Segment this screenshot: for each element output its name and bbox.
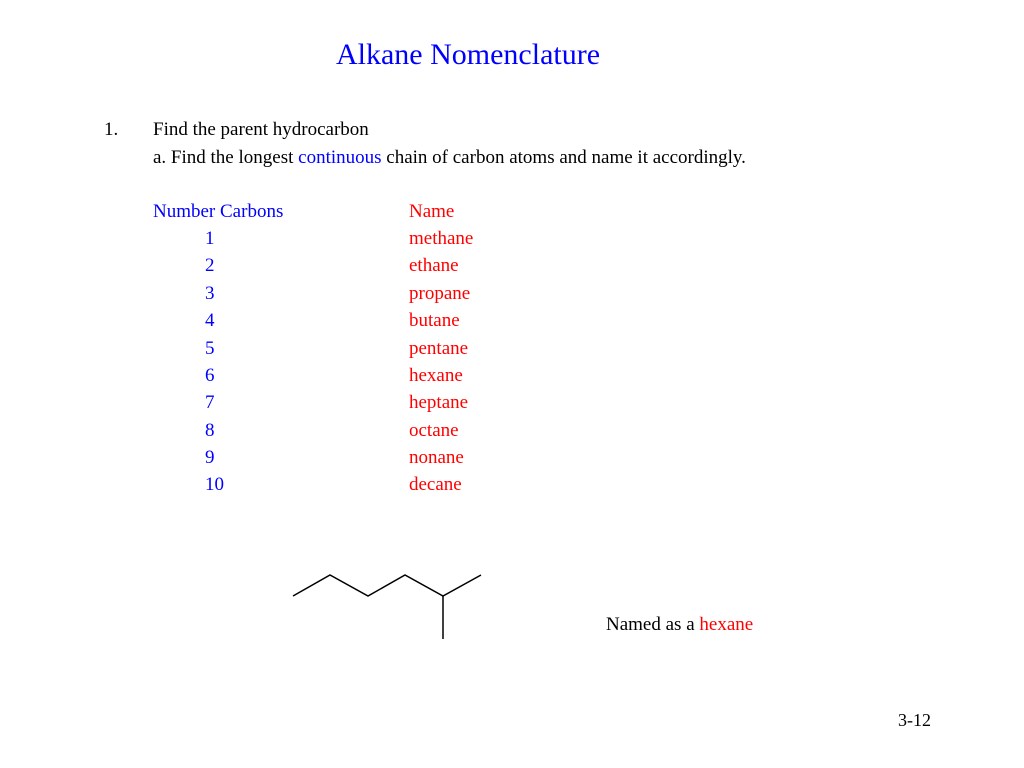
- main-carbon-chain: [293, 575, 481, 596]
- sub-step-highlight: continuous: [298, 147, 382, 168]
- alkane-name: ethane: [409, 255, 459, 276]
- carbon-count: 2: [205, 255, 215, 276]
- structure-caption: [606, 613, 753, 637]
- carbon-count: 6: [205, 365, 215, 386]
- carbon-count: 7: [205, 392, 215, 413]
- sub-step-prefix: a. Find the longest: [153, 147, 299, 168]
- page-number: 3-12: [898, 710, 931, 730]
- sub-step-text: [153, 146, 746, 170]
- alkane-name: methane: [409, 228, 474, 249]
- table-row: [0, 473, 700, 497]
- carbon-count: 8: [205, 420, 215, 441]
- step-number: 1.: [104, 119, 119, 140]
- alkane-name: nonane: [409, 447, 464, 468]
- table-row: [0, 391, 700, 415]
- carbon-count: 1: [205, 228, 215, 249]
- table-row: [0, 446, 700, 470]
- table-row: [0, 337, 700, 361]
- slide-title: Alkane Nomenclature: [335, 38, 601, 71]
- table-row: [0, 419, 700, 443]
- table-row: [0, 227, 700, 251]
- alkane-name: octane: [409, 420, 459, 441]
- carbon-count: 9: [205, 447, 215, 468]
- step-heading: Find the parent hydrocarbon: [153, 119, 369, 140]
- carbon-count: 4: [205, 310, 215, 331]
- table-row: [0, 282, 700, 306]
- alkane-name: heptane: [409, 392, 469, 413]
- table-header-number: Number Carbons: [153, 201, 284, 222]
- table-header-name: Name: [409, 201, 455, 222]
- caption-prefix: Named as a: [606, 614, 700, 635]
- carbon-count: 5: [205, 338, 215, 359]
- sub-step-suffix: chain of carbon atoms and name it accordingly.: [381, 147, 746, 168]
- alkane-name: butane: [409, 310, 460, 331]
- table-row: [0, 364, 700, 388]
- table-row: [0, 309, 700, 333]
- alkane-name: hexane: [409, 365, 463, 386]
- alkane-name: decane: [409, 474, 462, 495]
- table-row: [0, 254, 700, 278]
- carbon-count: 3: [205, 283, 215, 304]
- hexane-skeletal-structure: [285, 565, 490, 645]
- caption-highlight: hexane: [699, 614, 754, 635]
- alkane-name: propane: [409, 283, 471, 304]
- carbon-count: 10: [205, 474, 224, 495]
- alkane-name: pentane: [409, 338, 469, 359]
